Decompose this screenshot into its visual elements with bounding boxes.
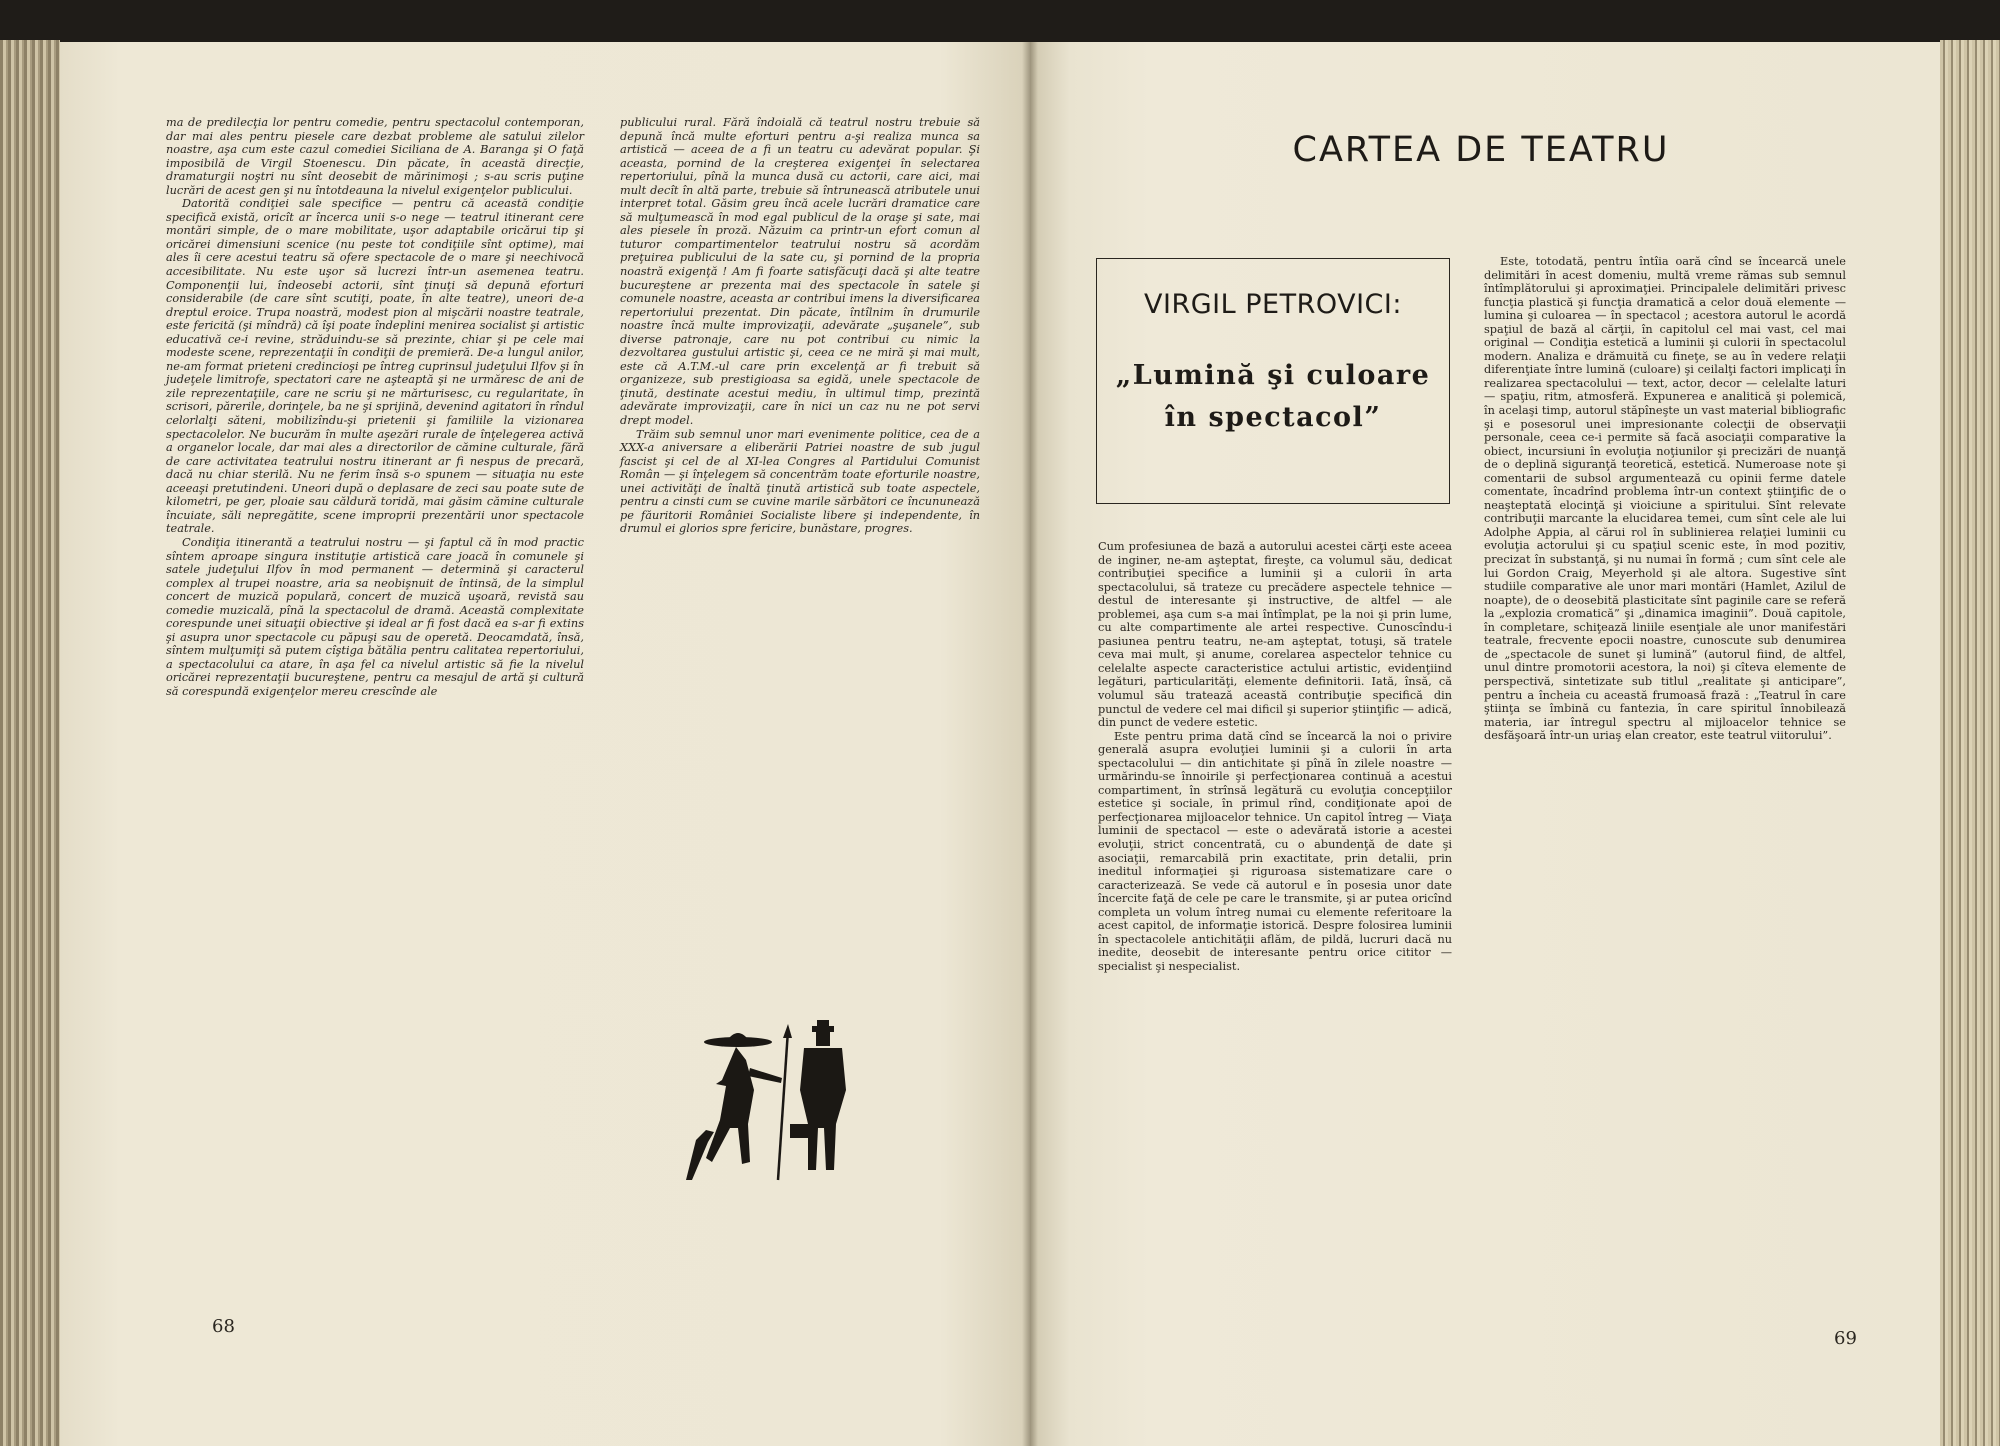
spear-tip bbox=[783, 1024, 792, 1038]
paragraph: ma de predilecţia lor pentru comedie, pentru spectacolul contemporan, dar mai ales pentru piesele care dezbat probleme ale satului zilelor noastre, aşa cum este cazul comediei Siciliana de A. Baranga şi O faţă imposibilă de Virgil Stoenescu. Din păcate, în această direcţie, dramaturgii noştri nu sînt deosebit de mărinimoşi ; s-au scris puţine lucrări de acest gen şi nu întotdeauna la nivelul exigenţelor publicului. bbox=[166, 116, 584, 197]
figurine-illustration bbox=[686, 1020, 856, 1190]
paragraph: Datorită condiţiei sale specifice — pentru că această condiţie specifică există, oricît ar încerca unii s-o nege — teatrul itinerant cere montări simple, de o mare mobilitate, uşor adaptabile oricărui tip şi oricărei dimensiuni scenice (nu peste tot condiţiile sînt optime), mai ales îi cere acestui teatru să ofere spectacole de o mare şi neechivocă accesibilitate. Nu este uşor să lucrezi într-un asemenea teatru. Componenţii lui, îndeosebi actorii, sînt ţinuţi să depună eforturi considerabile (de care sînt scutiţi, poate, în alte teatre), uneori de-a dreptul eroice. Trupa noastră, modest pion al mişcării noastre teatrale, este fericită (şi mîndră) că îşi poate îndeplini menirea socialist şi artistic educativă ce-i revine, străduindu-se să prezinte, chiar şi pe cele mai modeste scene, reprezentaţii în condiţii de premieră. De-a lungul anilor, ne-am format prieteni credincioşi pe întreg cuprinsul judeţului Ilfov şi în judeţele limitrofe, spectatori care ne aşteaptă şi ne urmăresc de ani de zile reprezentaţiile, care ne scriu şi ne mărturisesc, cu regularitate, în scrisori, părerile, dorinţele, ba ne şi sprijină, devenind agitatori în rîndul celorlalţi săteni, mobilizîndu-şi prietenii şi familiile la vizionarea spectacolelor. Ne bucurăm în multe aşezări rurale de înţelegerea activă a organelor locale, dar mai ales a directorilor de cămine culturale, fără de care activitatea teatrului nostru itinerant ar fi nespus de precară, dacă nu chiar sterilă. Nu ne ferim însă s-o spunem — situaţia nu este aceeaşi pretutindeni. Uneori după o deplasare de zeci sau poate sute de kilometri, pe ger, ploaie sau căldură toridă, mai găsim cămine culturale încuiate, săli nepregătite, scene improprii prezentării unor spectacole teatrale. bbox=[166, 197, 584, 536]
page-number-left: 68 bbox=[212, 1316, 235, 1337]
review-book-title-line-1: „Lumină şi culoare bbox=[1115, 360, 1431, 391]
paragraph: Condiţia itinerantă a teatrului nostru — şi faptul că în mod practic sîntem aproape singura instituţie artistică care joacă în comunele şi satele judeţului Ilfov în mod permanent — determină şi caracterul complex al trupei noastre, aria sa neobişnuit de întinsă, de la simplul concert de muzică populară, concert de muzică uşoară, revistă sau comedie muzicală, pînă la spectacolul de dramă. Această complexitate corespunde unei situaţii obiective şi ideal ar fi fost dacă ea s-ar fi extins şi asupra unor spectacole cu păpuşi sau de operetă. Deocamdată, însă, sîntem mulţumiţi să putem cîştiga bătălia pentru calitatea repertoriului, a spectacolului ca atare, în aşa fel ca nivelul artistic să fie la nivelul oricărei reprezentaţii bucureştene, pentru ca mesajul de artă şi cultură să corespundă exigenţelor mereu crescînde ale bbox=[166, 535, 584, 698]
section-title: CARTEA DE TEATRU bbox=[1292, 130, 1670, 170]
figure-right bbox=[790, 1020, 846, 1170]
left-page-column-2 bbox=[620, 116, 980, 536]
review-book-title bbox=[1097, 355, 1449, 439]
figure-left bbox=[686, 1033, 782, 1180]
paragraph: Este pentru prima dată cînd se încearcă la noi o privire generală asupra evoluţiei luminii şi a culorii în arta spectacolului — din antichitate şi pînă în zilele noastre — urmărindu-se înnoirile şi perfecţionarea continuă a acestui compartiment, în strînsă legătură cu evoluţia concepţiilor estetice şi sociale, în primul rînd, condiţionate apoi de perfecţionarea mijloacelor tehnice. Un capitol întreg — Viaţa luminii de spectacol — este o adevărată istorie a acestei evoluţii, strict concentrată, cu o abundenţă de date şi asociaţii, remarcabilă prin exactitate, prin detalii, prin ineditul informaţiei şi riguroasa sistematizare care o caracterizează. Se vede că autorul e în posesia unor date încercite faţă de cele pe care le transmite, şi ar putea oricînd completa un volum întreg numai cu elemente referitoare la acest capitol, de informaţie istorică. Despre folosirea luminii în spectacolele antichităţii aflăm, de pildă, lucruri dacă nu inedite, deosebit de interesante pentru orice cititor — specialist şi nespecialist. bbox=[1098, 729, 1452, 973]
right-page-column-2 bbox=[1484, 255, 1846, 743]
left-page-column-1 bbox=[166, 116, 584, 699]
spear-shaft bbox=[778, 1030, 788, 1180]
paragraph: publicului rural. Fără îndoială că teatrul nostru trebuie să depună încă multe eforturi pentru a-şi realiza munca sa artistică — aceea de a fi un teatru cu adevărat popular. Şi aceasta, pornind de la creşterea exigenţei în selectarea repertoriului, pînă la munca dusă cu actorii, care aici, mai mult decît în altă parte, trebuie să întrunească atributele unui interpret total. Găsim greu încă acele lucrări dramatice care să mulţumească în mod egal publicul de la oraşe şi sate, mai ales piesele în proză. Năzuim ca printr-un efort comun al tuturor compartimentelor teatrului nostru să acordăm preţuirea publicului de la sate cu, şi pornind de la propria noastră exigenţă ! Am fi foarte satisfăcuţi dacă şi alte teatre bucureştene ar prezenta mai des spectacole în satele şi comunele noastre, aceasta ar contribui imens la diversificarea repertoriului prezentat. Din păcate, întîlnim în drumurile noastre încă multe improvizaţii, adevărate „şuşanele”, sub diverse patronaje, care nu pot contribui cu nimic la dezvoltarea gustului artistic şi, ceea ce ne miră şi mai mult, este că A.T.M.-ul care prin excelenţă ar fi trebuit să organizeze, sub prestigioasa sa egidă, unele spectacole de ţinută, destinate acestui mediu, în ultimul timp, prezintă adevărate improvizaţii, care în nici un caz nu ne pot servi drept model. bbox=[620, 116, 980, 428]
paragraph: Trăim sub semnul unor mari evenimente politice, cea de a XXX-a aniversare a eliberării Patriei noastre de sub jugul fascist şi cel de al XI-lea Congres al Partidului Comunist Român — şi înţelegem să concentrăm toate eforturile noastre, unei activităţi de înaltă ţinută artistică sub toate aspectele, pentru a cinsti cum se cuvine marile sărbători ce încununează pe făuritorii României Socialiste libere şi independente, în drumul ei glorios spre fericire, bunăstare, progres. bbox=[620, 427, 980, 536]
book-gutter bbox=[1022, 42, 1038, 1446]
review-author: VIRGIL PETROVICI: bbox=[1144, 289, 1402, 320]
page-stack-left bbox=[0, 40, 60, 1446]
review-title-box bbox=[1096, 258, 1450, 504]
page-stack-right bbox=[1940, 40, 2000, 1446]
page-number-right: 69 bbox=[1834, 1328, 1857, 1349]
paragraph: Este, totodată, pentru întîia oară cînd se încearcă unele delimitări în acest domeniu, multă vreme rămas sub semnul întîmplătorului şi aproximaţiei. Principalele delimitări privesc funcţia plastică şi funcţia dramatică a celor două elemente — lumina şi culoarea — în spectacol ; acestora autorul le acordă spaţiul de bază al cărţii, în capitolul cel mai vast, cel mai original — Condiţia estetică a luminii şi culorii în spectacolul modern. Analiza e drămuită cu fineţe, se au în vedere relaţii diferenţiate între lumină (culoare) şi ceilalţi factori implicaţi în realizarea spectacolului — text, actor, decor — celelalte laturi — spaţiu, ritm, atmosferă. Expunerea e analitică şi polemică, în acelaşi timp, autorul stăpîneşte un vast material bibliografic şi e posesorul unei impresionante colecţii de observaţii personale, ceea ce-i permite să facă asociaţii comparative la obiect, incursiuni în evoluţia noţiunilor şi precizări de nuanţă de o deplină siguranţă teoretică, estetică. Numeroase note şi comentarii de subsol argumentează cu opinii ferme datele comentate, încadrînd problema într-un context ştiinţific de o neaşteptată elocinţă şi vioiciune a spiritului. Sînt relevate contribuţii marcante la elucidarea temei, cum sînt cele ale lui Adolphe Appia, al cărui rol în sublinierea relaţiei luminii cu evoluţia actorului şi cu spaţiul scenic este, în mod pozitiv, precizat în substanţă, şi nu numai în formă ; cum sînt cele ale lui Gordon Craig, Meyerhold şi ale altora. Sugestive sînt studiile comparative ale unor mari montări (Hamlet, Azilul de noapte), de o deosebită plasticitate sînt paginile care se referă la „explozia cromatică” şi „dinamica imaginii”. Două capitole, în completare, schiţează liniile esenţiale ale unor manifestări teatrale, frecvente epocii noastre, cunoscute sub denumirea de „spectacole de sunet şi lumină” (autorul fiind, de altfel, unul dintre promotorii acestora, la noi) şi cîteva elemente de perspectivă, sintetizate sub titlul „realitate şi anticipare”, pentru a încheia cu această frumoasă frază : „Teatrul în care ştiinţa se îmbină cu fantezia, în care spiritul înnobilează materia, iar întregul spectru al mijloacelor tehnice se desfăşoară într-un uriaş elan creator, este teatrul viitorului”. bbox=[1484, 255, 1846, 743]
paragraph: Cum profesiunea de bază a autorului acestei cărţi este aceea de inginer, ne-am aşteptat, fireşte, ca volumul său, dedicat contribuţiei specifice a luminii şi a culorii în arta spectacolului, să trateze cu precădere aspectele tehnice — destul de interesante şi instructive, de altfel — ale problemei, aşa cum s-a mai întîmplat, pe la noi şi prin lume, cu alte compartimente ale artei respective. Cunoscîndu-i pasiunea pentru teatru, ne-am aşteptat, totuşi, să tratele ceva mai mult, şi anume, corelarea aspectelor tehnice cu celelalte aspecte caracteristice actului artistic, evidenţiind legături, particularităţi, elemente definitorii. Iată, însă, că volumul său tratează această contribuţie specifică din punctul de vedere cel mai dificil şi superior ştiinţific — adică, din punct de vedere estetic. bbox=[1098, 540, 1452, 730]
review-book-title-line-2: în spectacol” bbox=[1164, 402, 1382, 433]
right-page-column-1 bbox=[1098, 540, 1452, 974]
